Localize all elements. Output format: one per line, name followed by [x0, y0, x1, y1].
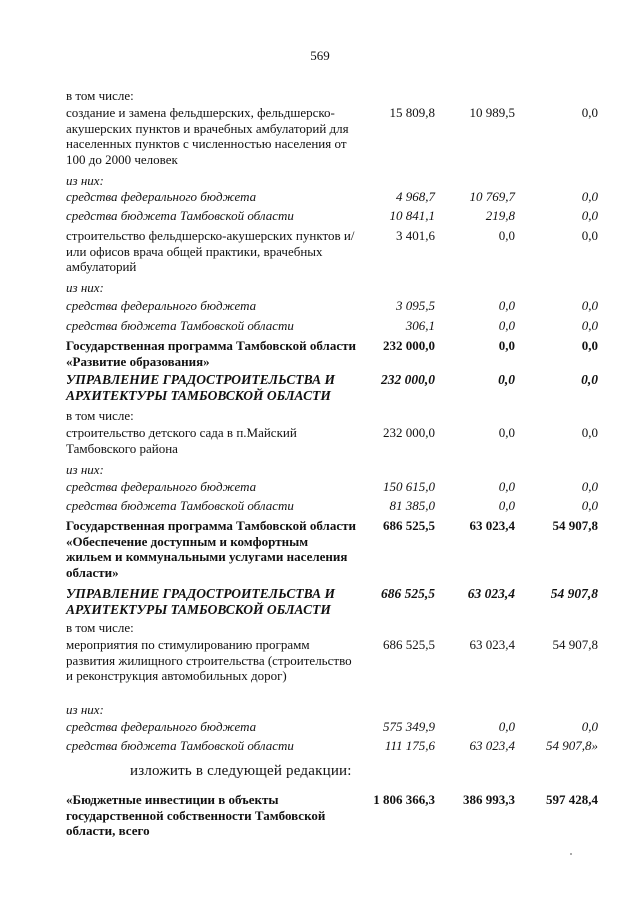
value-col-3: 0,0 [581, 719, 598, 734]
value-col-1: 81 385,0 [389, 498, 435, 513]
row-label: мероприятия по стимулированию программ развития жилищного строительства (строительство и реконструкция автомобильных дорог) [66, 637, 352, 683]
row-label: Государственная программа Тамбовской области «Развитие образования» [66, 338, 356, 369]
value-col-3: 0,0 [581, 479, 598, 494]
value-col-1: 15 809,8 [389, 105, 435, 120]
value-col-3: 0,0 [581, 318, 598, 333]
value-col-3: 54 907,8» [546, 738, 598, 753]
value-col-3: 0,0 [581, 228, 598, 243]
value-col-1: 3 095,5 [396, 298, 435, 313]
row-label: из них: [66, 462, 104, 477]
row-label: строительство фельдшерско-акушерских пунктов и/или офисов врача общей практики, врачебных амбулаторий [66, 228, 355, 274]
value-col-1: 1 806 366,3 [373, 792, 435, 807]
row-label: УПРАВЛЕНИЕ ГРАДОСТРОИТЕЛЬСТВА И АРХИТЕКТУРЫ ТАМБОВСКОЙ ОБЛАСТИ [66, 586, 335, 617]
value-col-1: 4 968,7 [396, 189, 435, 204]
value-col-1: 686 525,5 [383, 637, 435, 652]
scan-speck [570, 853, 572, 855]
value-col-3: 0,0 [581, 298, 598, 313]
value-col-1: 686 525,5 [383, 518, 435, 533]
row-label: в том числе: [66, 88, 134, 103]
value-col-3: 0,0 [581, 338, 598, 353]
value-col-3: 0,0 [581, 208, 598, 223]
value-col-2: 0,0 [498, 719, 515, 734]
row-label: из них: [66, 702, 104, 717]
value-col-1: 575 349,9 [383, 719, 435, 734]
value-col-2: 10 989,5 [469, 105, 515, 120]
value-col-2: 0,0 [498, 338, 515, 353]
page-number: 569 [310, 48, 330, 63]
value-col-3: 54 907,8 [552, 637, 598, 652]
value-col-3: 0,0 [581, 189, 598, 204]
row-label: в том числе: [66, 408, 134, 423]
value-col-2: 63 023,4 [469, 518, 515, 533]
value-col-3: 0,0 [581, 105, 598, 120]
value-col-2: 0,0 [498, 498, 515, 513]
value-col-1: 232 000,0 [381, 372, 435, 387]
row-label: средства бюджета Тамбовской области [66, 738, 294, 753]
row-label: средства бюджета Тамбовской области [66, 208, 294, 223]
redaction-heading: изложить в следующей редакции: [130, 763, 352, 779]
row-label: создание и замена фельдшерских, фельдшерско-акушерских пунктов и врачебных амбулаторий для населенных пунктов с численностью населения от 100 до 2000 человек [66, 105, 349, 167]
row-label: из них: [66, 173, 104, 188]
value-col-2: 219,8 [485, 208, 515, 223]
value-col-1: 150 615,0 [383, 479, 435, 494]
row-label: средства бюджета Тамбовской области [66, 498, 294, 513]
value-col-1: 232 000,0 [383, 338, 435, 353]
row-label: средства федерального бюджета [66, 189, 257, 204]
value-col-2: 0,0 [498, 228, 515, 243]
value-col-1: 10 841,1 [389, 208, 435, 223]
row-label: средства федерального бюджета [66, 298, 257, 313]
value-col-2: 0,0 [498, 425, 515, 440]
value-col-3: 0,0 [581, 372, 598, 387]
value-col-3: 0,0 [581, 425, 598, 440]
value-col-3: 54 907,8 [552, 518, 598, 533]
value-col-2: 63 023,4 [469, 637, 515, 652]
row-label: средства бюджета Тамбовской области [66, 318, 294, 333]
value-col-2: 63 023,4 [467, 586, 515, 601]
value-col-2: 63 023,4 [469, 738, 515, 753]
value-col-2: 0,0 [498, 479, 515, 494]
row-label: из них: [66, 280, 104, 295]
value-col-3: 597 428,4 [546, 792, 598, 807]
value-col-1: 306,1 [405, 318, 435, 333]
row-label: средства федерального бюджета [66, 719, 257, 734]
value-col-2: 0,0 [498, 372, 515, 387]
row-label: в том числе: [66, 620, 134, 635]
row-label: Государственная программа Тамбовской области «Обеспечение доступным и комфортным жильем и коммунальными услугами населения области» [66, 518, 356, 580]
value-col-3: 54 907,8 [550, 586, 598, 601]
value-col-3: 0,0 [581, 498, 598, 513]
value-col-2: 0,0 [498, 298, 515, 313]
value-col-2: 0,0 [498, 318, 515, 333]
row-label: средства федерального бюджета [66, 479, 257, 494]
row-label: УПРАВЛЕНИЕ ГРАДОСТРОИТЕЛЬСТВА И АРХИТЕКТУРЫ ТАМБОВСКОЙ ОБЛАСТИ [66, 372, 335, 403]
row-label: строительство детского сада в п.Майский Тамбовского района [66, 425, 297, 456]
value-col-1: 3 401,6 [396, 228, 435, 243]
value-col-1: 686 525,5 [381, 586, 435, 601]
row-label: «Бюджетные инвестиции в объекты государственной собственности Тамбовской области, всего [66, 792, 326, 838]
value-col-2: 10 769,7 [469, 189, 515, 204]
value-col-2: 386 993,3 [463, 792, 515, 807]
value-col-1: 232 000,0 [383, 425, 435, 440]
value-col-1: 111 175,6 [384, 738, 435, 753]
